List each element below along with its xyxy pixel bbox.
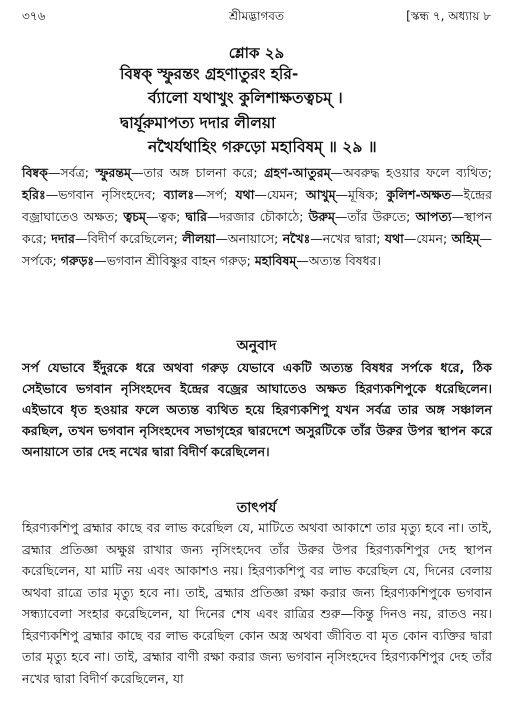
synonym-word: কুলিশ-অক্ষত <box>386 187 451 202</box>
synonym-meaning: ইন্দ্রের বজ্রাঘাতেও অক্ষত; <box>22 187 493 224</box>
synonym-word: অহিম্ <box>451 231 480 246</box>
synonym-word: দ্বারি <box>185 209 207 224</box>
synonym-meaning: ভগবান নৃসিংহদেব; <box>58 187 164 202</box>
synonym-meaning: নখের দ্বারা; <box>322 231 385 246</box>
synonym-meaning: অনায়াসে; <box>227 231 283 246</box>
verse-line-3: দ্বার্যূরুমাপত্য দদার লীলয়া <box>120 114 276 132</box>
synonym-word: উরুম্ <box>308 209 335 224</box>
synonym-meaning: দরজার চৌকাঠে; <box>219 209 309 224</box>
synonym-word: হরিঃ <box>22 187 46 202</box>
synonym-word: স্ফুরন্তম্ <box>95 165 131 180</box>
synonym-meaning: বিদীর্ণ করেছিলেন; <box>87 231 183 246</box>
translation-heading: অনুবাদ <box>236 338 277 354</box>
synonym-meaning: অবরুদ্ধ হওয়ার ফলে ব্যথিত; <box>343 165 492 180</box>
synonyms-paragraph: বিষ্বক্—সর্বত্র; স্ফুরন্তম্—তার অঙ্গ চালনা করে; গ্রহণ-আতুরম্—অবরুদ্ধ হওয়ার ফলে ব্যথিত; হরিঃ—ভগবান নৃসিংহদেব; ব্যালঃ—সর্প; যথা—যেমন; আখুম্—মূষিক; কুলিশ-অক্ষত—ইন্দ্রের বজ্রাঘাতেও অক্ষত; ত্বচম্—ত্বক; দ্বারি—দরজার চৌকাঠে; উরুম্—তাঁর উরুতে; আপত্য—স্থাপন করে; দদার—বিদীর্ণ করেছিলেন; লীলয়া—অনায়াসে; নখৈঃ—নখের দ্বারা; যথা—যেমন; অহিম্—সর্পকে; গরুড়ঃ—ভগবান শ্রীবিষ্ণুর বাহন গরুড়; মহাবিষম্—অত্যন্ত বিষধর। <box>22 165 493 268</box>
synonym-word: আপত্য <box>415 209 452 224</box>
purport-text: হিরণ্যকশিপু ব্রহ্মার কাছে বর লাভ করেছিল যে, মাটিতে অথবা আকাশে তার মৃত্যু হবে না। তাই, ব্রহ্মার প্রতিজ্ঞা অক্ষুণ্ণ রাখার জন্য নৃসিংহদেব তাঁর উরুর উপর হিরণ্যকশিপুর দেহ স্থাপন করেছিলেন, যা মাটি নয় এবং আকাশও নয়। হিরণ্যকশিপু বর লাভ করেছিল যে, দিনের বেলায় অথবা রাত্রে তার মৃত্যু হবে না। তাই, ব্রহ্মার প্রতিজ্ঞা রক্ষা করার জন্য হিরণ্যকশিপুকে ভগবান সন্ধ্যাবেলা সংহার করেছিলেন, যা দিনের শেষ এবং রাত্রির শুরু—কিন্তু দিনও নয়, রাতও নয়। হিরণ্যকশিপু ব্রহ্মার কাছে বর লাভ করেছিল কোন অস্ত্র অথবা জীবিত বা মৃত কোন ব্যক্তির দ্বারা তার মৃত্যু হবে না। তাই, ব্রহ্মার বাণী রক্ষা করার জন্য ভগবান নৃসিংহদেব হিরণ্যকশিপুর দেহ তাঁর নখের দ্বারা বিদীর্ণ করেছিলেন, যা <box>22 520 492 686</box>
synonym-meaning: তার অঙ্গ চালনা করে; <box>143 165 265 180</box>
synonym-meaning: যেমন; <box>266 187 306 202</box>
synonym-word: ত্বচম্ <box>123 209 146 224</box>
running-header <box>22 8 491 26</box>
verse-line-1: বিষ্বক্ স্ফুরন্তং গ্রহণাতুরং হরি- <box>120 65 299 83</box>
synonym-meaning: ভগবান শ্রীবিষ্ণুর বাহন গরুড়; <box>106 253 255 268</box>
synonym-word: দদার <box>51 231 75 246</box>
synonym-word: আখুম্ <box>305 187 336 202</box>
synonym-meaning: যেমন; <box>416 231 452 246</box>
verse-line-4: নখৈর্যথাহিং গরুড়ো মহাবিষম্ ॥ ২৯ ॥ <box>148 138 377 156</box>
verse-line-2: র্ব্যালো যথাখুং কুলিশাক্ষতত্বচম্ । <box>148 89 343 107</box>
synonym-meaning: ত্বক; <box>158 209 186 224</box>
synonym-word: ব্যালঃ <box>163 187 194 202</box>
page-number: ৩৭৬ <box>22 9 46 23</box>
synonym-word: যথা <box>235 187 255 202</box>
book-title: শ্রীমদ্ভাগবত <box>228 9 284 23</box>
synonym-meaning: মূষিক; <box>348 187 387 202</box>
synonym-meaning: সর্পকে; <box>22 253 61 268</box>
chapter-reference: [স্কন্ধ ৭, অধ্যায় ৮ <box>406 9 491 23</box>
synonym-meaning: অত্যন্ত বিষধর। <box>308 253 382 268</box>
verse-label: শ্লোক ২৯ <box>228 44 285 62</box>
translation-text: সর্প যেভাবে ইঁদুরকে ধরে অথবা গরুড় যেভাবে একটি অত্যন্ত বিষধর সর্পকে ধরে, ঠিক সেইভাবে ভগবান নৃসিংহদেব ইন্দ্রের বজ্রের আঘাতেও অক্ষত হিরণ্যকশিপুকে ধরেছিলেন। এইভাবে ধৃত হওয়ার ফলে অত্যন্ত ব্যথিত হয়ে হিরণ্যকশিপু যখন সর্বত্র তার অঙ্গ সঞ্চালন করছিল, তখন ভগবান নৃসিংহদেব সভাগৃহের দ্বারদেশে অসুরটিকে তাঁর উরুর উপর স্থাপন করে অনায়াসে তার দেহ নখের দ্বারা বিদীর্ণ করেছিলেন। <box>22 360 492 459</box>
synonym-word: যথা <box>384 231 404 246</box>
synonym-word: গ্রহণ-আতুরম্ <box>264 165 331 180</box>
synonym-meaning: সর্প; <box>206 187 236 202</box>
synonym-meaning: সর্বত্র; <box>60 165 96 180</box>
synonym-meaning: তাঁর উরুতে; <box>347 209 416 224</box>
synonym-word: গরুড়ঃ <box>60 253 95 268</box>
synonym-word: নখৈঃ <box>282 231 311 246</box>
purport-heading: তাৎপর্য <box>236 500 277 516</box>
synonym-word: মহাবিষম্ <box>254 253 297 268</box>
synonym-meaning: স্থাপন করে; <box>22 209 492 246</box>
synonym-word: বিষ্বক্ <box>22 165 48 180</box>
synonym-word: লীলয়া <box>182 231 216 246</box>
